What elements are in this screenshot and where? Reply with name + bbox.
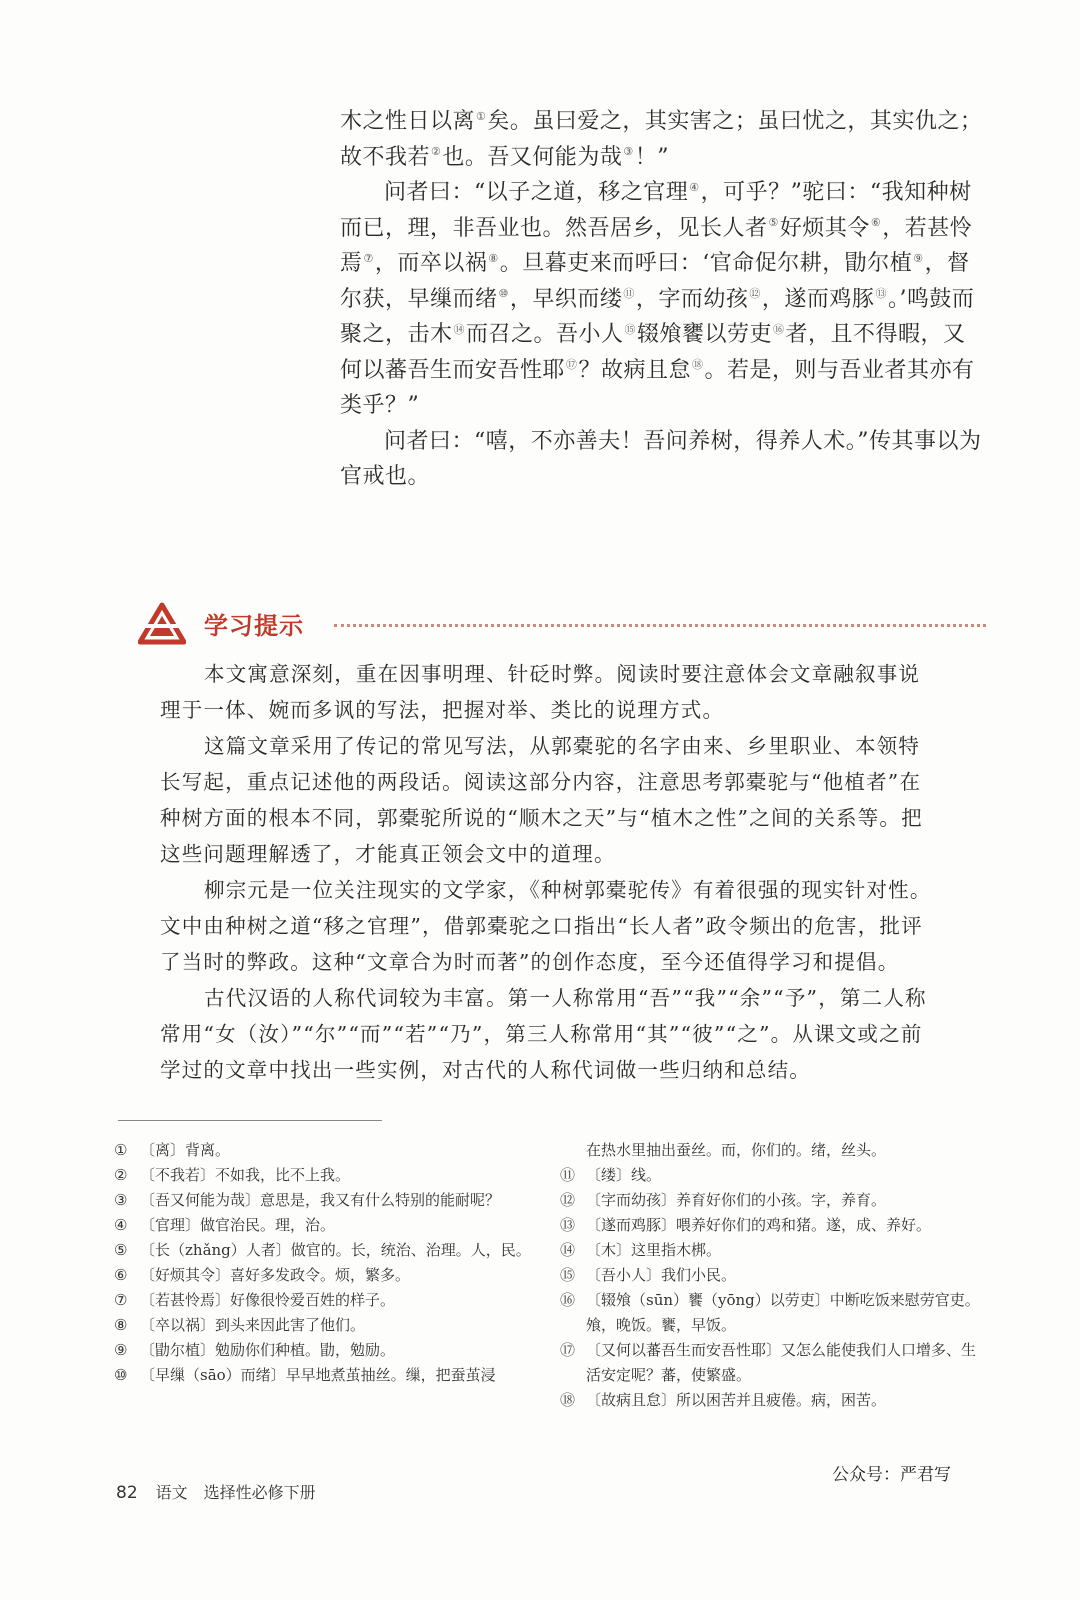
footnote-number: ⑨ <box>114 1341 128 1359</box>
footnote-number: ⑩ <box>114 1366 128 1384</box>
tips-body <box>160 656 940 1088</box>
footnote-item <box>114 1238 546 1263</box>
footnote-number: ⑰ <box>560 1341 576 1359</box>
footnote-rule <box>118 1120 382 1121</box>
footnote-text: 〔遂而鸡豚〕喂养好你们的鸡和猪。遂，成、养好。 <box>586 1216 932 1234</box>
footnote-item <box>114 1288 546 1313</box>
footnote-number: ⑥ <box>114 1266 128 1284</box>
footnote-marker: ⑧ <box>488 251 499 265</box>
footnotes-right <box>560 1138 990 1413</box>
footnote-continuation: 在热水里抽出蚕丝。而，你们的。绪，丝头。 <box>586 1141 887 1159</box>
footnote-item <box>560 1338 990 1388</box>
footnote-marker: ① <box>476 109 487 123</box>
footnote-item <box>114 1213 546 1238</box>
footnote-item <box>560 1163 990 1188</box>
footnote-number: ⑭ <box>560 1241 576 1259</box>
footnote-number: ⑤ <box>114 1241 128 1259</box>
main-paragraph-3: 问者曰：“嘻，不亦善夫！吾问养树，得养人术。”传其事以为官戒也。 <box>340 428 982 489</box>
footnote-text: 〔勖尔植〕勉励你们种植。勖，勉励。 <box>140 1341 396 1359</box>
book-title: 语文 选择性必修下册 <box>155 1483 316 1502</box>
footnote-marker: ③ <box>623 145 634 159</box>
footnote-marker: ⑩ <box>498 287 509 301</box>
footnote-text: 〔字而幼孩〕养育好你们的小孩。字，养育。 <box>586 1191 887 1209</box>
footnote-number: ⑦ <box>114 1291 128 1309</box>
footnote-item <box>114 1138 546 1163</box>
tips-divider <box>334 624 986 627</box>
tips-paragraph: 本文寓意深刻，重在因事明理、针砭时弊。阅读时要注意体会文章融叙事说理于一体、婉而多讽的写法，把握对举、类比的说理方式。 <box>160 662 921 722</box>
footnote-item <box>560 1288 990 1338</box>
tips-paragraph: 这篇文章采用了传记的常见写法，从郭橐驼的名字由来、乡里职业、本领特长写起，重点记述他的两段话。阅读这部分内容，注意思考郭橐驼与“他植者”在种树方面的根本不同，郭橐驼所说的“顺木之天”与“植木之性”之间的关系等。把这些问题理解透了，才能真正领会文中的道理。 <box>160 734 923 866</box>
footnote-number: ② <box>114 1166 128 1184</box>
tips-title: 学习提示 <box>204 612 304 640</box>
footnote-item <box>114 1188 546 1213</box>
footnote-marker: ⑫ <box>749 287 761 301</box>
footnote-marker: ⑬ <box>875 287 887 301</box>
footnote-marker: ⑯ <box>773 322 785 336</box>
study-tips-logo-icon <box>138 602 186 646</box>
footnote-item <box>114 1363 546 1388</box>
footnote-number: ⑪ <box>560 1166 576 1184</box>
footnote-number: ⑮ <box>560 1266 576 1284</box>
footnote-number: ⑧ <box>114 1316 128 1334</box>
footnote-text: 〔长（zhǎng）人者〕做官的。长，统治、治理。人，民。 <box>140 1241 531 1259</box>
tips-header <box>138 602 988 646</box>
footnote-text: 〔卒以祸〕到头来因此害了他们。 <box>140 1316 366 1334</box>
footnote-item <box>560 1263 990 1288</box>
footnote-text: 〔早缫（sāo）而绪〕早早地煮茧抽丝。缫，把蚕茧浸 <box>140 1366 496 1384</box>
main-paragraph-1: 木之性日以离①矣。虽曰爱之，其实害之；虽曰忧之，其实仇之；故不我若②也。吾又何能为哉③！” <box>340 109 983 170</box>
footnote-marker: ⑱ <box>692 358 704 372</box>
footnote-item <box>560 1188 990 1213</box>
footnote-item <box>560 1213 990 1238</box>
page-footer <box>116 1480 316 1503</box>
tips-paragraph: 古代汉语的人称代词较为丰富。第一人称常用“吾”“我”“余”“予”，第二人称常用“女（汝）”“尔”“而”“若”“乃”，第三人称常用“其”“彼”“之”。从课文或之前学过的文章中找出一些实例，对古代的人称代词做一些归纳和总结。 <box>160 986 927 1082</box>
footnote-number: ⑯ <box>560 1291 576 1309</box>
footnote-marker: ⑪ <box>623 287 635 301</box>
footnote-text: 〔木〕这里指木梆。 <box>586 1241 722 1259</box>
page-number: 82 <box>116 1483 138 1503</box>
main-text <box>340 104 988 495</box>
footnote-text: 〔离〕背离。 <box>140 1141 231 1159</box>
footnote-marker: ⑤ <box>768 216 779 230</box>
footnote-number: ⑫ <box>560 1191 576 1209</box>
footnotes-left <box>114 1138 546 1388</box>
footnote-marker: ② <box>431 145 442 159</box>
footnote-text: 〔吾又何能为哉〕意思是，我又有什么特别的能耐呢？ <box>140 1191 501 1209</box>
footnote-item <box>114 1163 546 1188</box>
footnote-item <box>114 1338 546 1363</box>
tips-paragraph: 柳宗元是一位关注现实的文学家，《种树郭橐驼传》有着很强的现实针对性。文中由种树之道“移之官理”，借郭橐驼之口指出“长人者”政令频出的危害，批评了当时的弊政。这种“文章合为时而著”的创作态度，至今还值得学习和提倡。 <box>160 878 932 974</box>
footnote-text: 〔缕〕线。 <box>586 1166 662 1184</box>
footnote-number: ⑬ <box>560 1216 576 1234</box>
footnote-number: ⑱ <box>560 1391 576 1409</box>
footnote-marker: ⑨ <box>913 251 924 265</box>
footnote-marker: ④ <box>689 180 700 194</box>
watermark-text: 公众号：严君写 <box>832 1465 951 1485</box>
footnote-number: ③ <box>114 1191 128 1209</box>
footnote-text: 〔辍飧（sūn）饔（yōng）以劳吏〕中断吃饭来慰劳官吏。飧，晚饭。饔，早饭。 <box>586 1291 980 1334</box>
footnote-text: 〔若甚怜焉〕好像很怜爱百姓的样子。 <box>140 1291 396 1309</box>
footnote-text: 〔好烦其令〕喜好多发政令。烦，繁多。 <box>140 1266 411 1284</box>
footnote-text: 〔又何以蕃吾生而安吾性耶〕又怎么能使我们人口增多、生活安定呢？蕃，使繁盛。 <box>586 1341 977 1384</box>
footnote-marker: ⑰ <box>566 358 578 372</box>
main-paragraph-2: 问者曰：“以子之道，移之官理④，可乎？”驼曰：“我知种树而已，理，非吾业也。然吾居乡，见长人者⑤好烦其令⑥，若甚怜焉⑦，而卒以祸⑧。旦暮吏来而呼曰：‘官命促尔耕，勖尔植⑨，督尔获，早缫而绪⑩，早织而缕⑪，字而幼孩⑫，遂而鸡豚⑬。’鸣鼓而聚之，击木⑭而召之。吾小人⑮辍飧饔以劳吏⑯者，且不得暇，又何以蕃吾生而安吾性耶⑰？故病且怠⑱。若是，则与吾业者其亦有类乎？” <box>340 180 975 418</box>
footnote-item <box>560 1388 990 1413</box>
footnote-text: 〔吾小人〕我们小民。 <box>586 1266 737 1284</box>
footnote-marker: ⑮ <box>624 322 637 336</box>
footnote-item <box>114 1313 546 1338</box>
footnote-text: 〔官理〕做官治民。理，治。 <box>140 1216 336 1234</box>
footnote-number: ④ <box>114 1216 128 1234</box>
footnote-text: 〔不我若〕不如我，比不上我。 <box>140 1166 351 1184</box>
footnote-marker: ⑦ <box>363 251 374 265</box>
footnote-marker: ⑥ <box>870 216 882 230</box>
footnote-number: ① <box>114 1141 128 1159</box>
footnote-marker: ⑭ <box>453 322 466 336</box>
footnote-item <box>114 1263 546 1288</box>
footnote-item <box>560 1238 990 1263</box>
footnote-text: 〔故病且怠〕所以困苦并且疲倦。病，困苦。 <box>586 1391 887 1409</box>
